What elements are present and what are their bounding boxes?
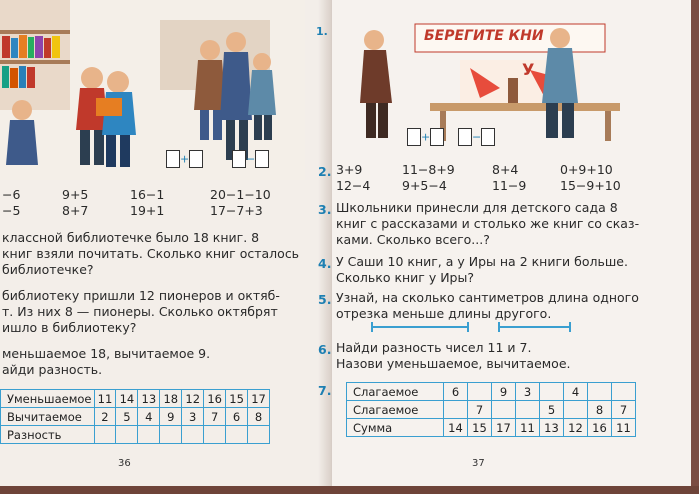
expr: 12−4 — [336, 178, 371, 193]
cell: 4 — [138, 408, 160, 426]
cell — [564, 401, 588, 419]
cell: 7 — [204, 408, 226, 426]
row-label: Вычитаемое — [1, 408, 95, 426]
task-number: 1. — [316, 25, 328, 38]
task-text: т. Из них 8 — пионеры. Сколько октябрят — [2, 304, 278, 319]
cell: 3 — [516, 383, 540, 401]
cell — [160, 426, 182, 444]
cell: 9 — [492, 383, 516, 401]
cell: 4 — [564, 383, 588, 401]
expr: 8+4 — [492, 162, 519, 177]
task-text: У Саши 10 книг, а у Иры на 2 книги больше. — [336, 254, 628, 269]
cell: 16 — [204, 390, 226, 408]
task-number: 3. — [318, 202, 332, 217]
cell — [182, 426, 204, 444]
cell: 11 — [612, 419, 636, 437]
task-number: 2. — [318, 164, 332, 179]
right-page — [316, 0, 699, 494]
cell: 18 — [160, 390, 182, 408]
cell: 11 — [516, 419, 540, 437]
task-text: ками. Сколько всего...? — [336, 232, 490, 247]
box-difference-icon: − — [458, 128, 495, 146]
cell — [492, 401, 516, 419]
cell: 12 — [182, 390, 204, 408]
task-text: меньшаемое 18, вычитаемое 9. — [2, 346, 211, 361]
cell: 15 — [468, 419, 492, 437]
expr: 19+1 — [130, 203, 165, 218]
table-row — [1, 408, 270, 426]
book-edge — [0, 486, 699, 494]
expr: 9+5 — [62, 187, 89, 202]
row-label: Уменьшаемое — [1, 390, 95, 408]
page-number: 37 — [472, 458, 485, 469]
cell: 6 — [226, 408, 248, 426]
table-row — [1, 426, 270, 444]
cell: 7 — [612, 401, 636, 419]
poster-text: БЕРЕГИТЕ КНИ — [424, 28, 544, 44]
cell — [444, 401, 468, 419]
expr: 9+5−4 — [402, 178, 447, 193]
cell — [516, 401, 540, 419]
task-text: Школьники принесли для детского сада 8 — [336, 200, 618, 215]
cell: 9 — [160, 408, 182, 426]
expr: 20−1−10 — [210, 187, 271, 202]
cell: 17 — [248, 390, 270, 408]
cell — [226, 426, 248, 444]
table-row — [347, 383, 636, 401]
cell — [204, 426, 226, 444]
task-number: 5. — [318, 292, 332, 307]
task-text: ишло в библиотеку? — [2, 320, 137, 335]
cell: 14 — [116, 390, 138, 408]
task-number: 4. — [318, 256, 332, 271]
cell: 6 — [444, 383, 468, 401]
cell: 11 — [94, 390, 116, 408]
row-label: Слагаемое — [347, 401, 444, 419]
expr: 8+7 — [62, 203, 89, 218]
task-text: библиотечке? — [2, 262, 94, 277]
task-text: классной библиотечке было 18 книг. 8 — [2, 230, 260, 245]
cell: 5 — [540, 401, 564, 419]
table-row — [347, 401, 636, 419]
task-number: 7. — [318, 383, 332, 398]
task-text: Узнай, на сколько сантиметров длина одного — [336, 290, 639, 305]
cell: 13 — [540, 419, 564, 437]
cell: 15 — [226, 390, 248, 408]
cell — [612, 383, 636, 401]
expr: 16−1 — [130, 187, 165, 202]
cell — [588, 383, 612, 401]
task-text: Сколько книг у Иры? — [336, 270, 475, 285]
row-label: Сумма — [347, 419, 444, 437]
task-text: айди разность. — [2, 362, 103, 377]
expr: 11−9 — [492, 178, 527, 193]
cell — [540, 383, 564, 401]
expr: 17−7+3 — [210, 203, 263, 218]
left-page — [0, 0, 330, 494]
cell — [138, 426, 160, 444]
expr: −6 — [2, 187, 21, 202]
cell: 7 — [468, 401, 492, 419]
task-text: Найди разность чисел 11 и 7. — [336, 340, 532, 355]
task-text: библиотеку пришли 12 пионеров и октяб- — [2, 288, 280, 303]
expr: 0+9+10 — [560, 162, 613, 177]
subtraction-table — [0, 389, 270, 444]
cell: 13 — [138, 390, 160, 408]
row-label: Слагаемое — [347, 383, 444, 401]
cell: 2 — [94, 408, 116, 426]
page-number: 36 — [118, 458, 131, 469]
table-row — [347, 419, 636, 437]
expr: 15−9+10 — [560, 178, 621, 193]
cell — [116, 426, 138, 444]
expr: 11−8+9 — [402, 162, 455, 177]
cell — [94, 426, 116, 444]
task-text: книг взяли почитать. Сколько книг осталось — [2, 246, 300, 261]
task-text: книг с рассказами и столько же книг со сказ- — [336, 216, 640, 231]
cell: 5 — [116, 408, 138, 426]
table-row — [1, 390, 270, 408]
box-difference-icon: − — [232, 150, 269, 168]
task-text: отрезка меньше длины другого. — [336, 306, 552, 321]
cell: 8 — [248, 408, 270, 426]
addition-table — [346, 382, 636, 437]
expr: −5 — [2, 203, 21, 218]
expr: 3+9 — [336, 162, 363, 177]
cell: 16 — [588, 419, 612, 437]
cell — [468, 383, 492, 401]
box-sum-icon: + — [166, 150, 203, 168]
cell — [248, 426, 270, 444]
row-label: Разность — [1, 426, 95, 444]
task-number: 6. — [318, 342, 332, 357]
cell: 8 — [588, 401, 612, 419]
cell: 12 — [564, 419, 588, 437]
cell: 3 — [182, 408, 204, 426]
box-sum-icon: + — [407, 128, 444, 146]
segment-short — [370, 322, 470, 332]
cell: 14 — [444, 419, 468, 437]
segment-long — [497, 322, 572, 332]
task-text: Назови уменьшаемое, вычитаемое. — [336, 356, 571, 371]
cell: 17 — [492, 419, 516, 437]
book-edge — [691, 0, 699, 494]
poster-letter: У — [522, 60, 535, 79]
